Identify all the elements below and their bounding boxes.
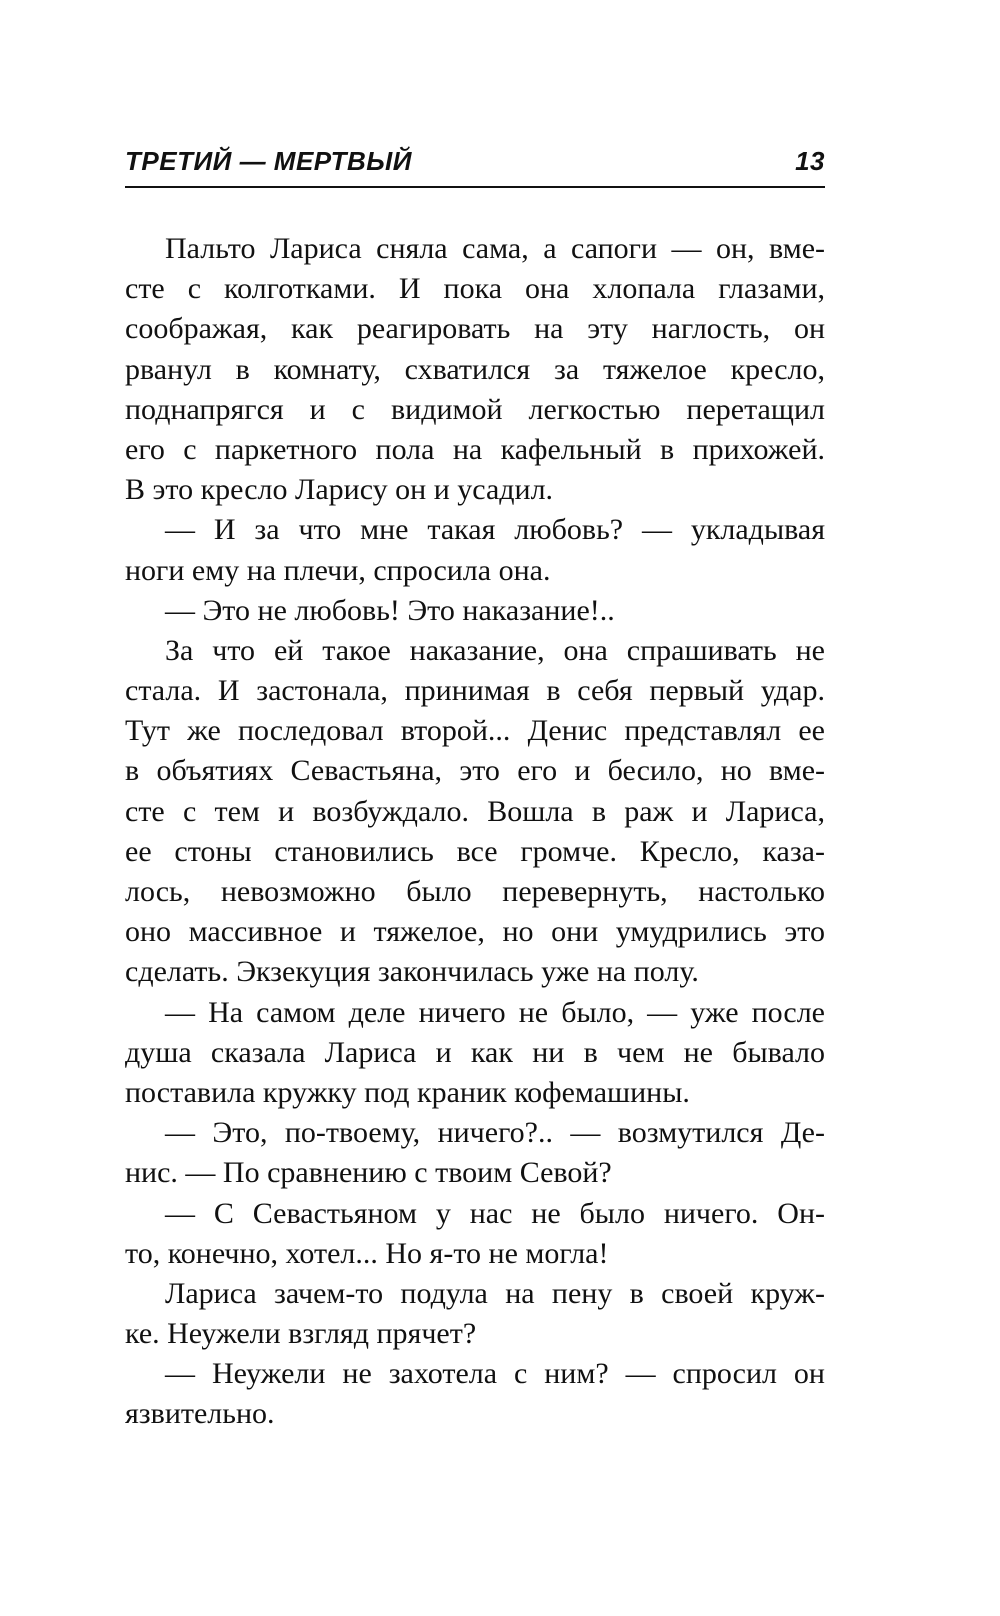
text-line: — Неужели не захотела с ним? — спросил он xyxy=(165,1357,825,1391)
text-line: ее стоны становились все громче. Кресло, каза- xyxy=(125,834,825,868)
text-line: язвительно. xyxy=(125,1397,275,1431)
text-line: ноги ему на плечи, спросила она. xyxy=(125,553,551,587)
text-line: нис. — По сравнению с твоим Севой? xyxy=(125,1156,612,1190)
running-header xyxy=(125,138,825,188)
text-line: ке. Неужели взгляд прячет? xyxy=(125,1317,477,1351)
text-line: стала. И застонала, принимая в себя первый удар. xyxy=(125,674,825,708)
text-line: лось, невозможно было перевернуть, настолько xyxy=(125,875,825,908)
text-line: — Это, по-твоему, ничего?.. — возмутился Де- xyxy=(165,1116,825,1150)
text-line: поднапрягся и с видимой легкостью перетащил xyxy=(125,392,825,426)
text-line: В это кресло Ларису он и усадил. xyxy=(125,473,554,507)
text-line: соображая, как реагировать на эту наглость, он xyxy=(125,312,825,346)
text-line: поставила кружку под краник кофемашины. xyxy=(125,1075,690,1109)
text-line: оно массивное и тяжелое, но они умудрились это xyxy=(125,915,825,949)
text-line: — С Севастьяном у нас не было ничего. Он- xyxy=(165,1196,825,1230)
text-line: рванул в комнату, схватился за тяжелое кресло, xyxy=(125,352,825,386)
body-text xyxy=(125,229,825,1435)
book-page xyxy=(125,0,825,1616)
text-line: сте с тем и возбуждало. Вошла в раж и Лариса, xyxy=(125,794,825,828)
text-line: в объятиях Севастьяна, это его и бесило, но вме- xyxy=(125,754,825,788)
text-line: сте с колготками. И пока она хлопала глазами, xyxy=(125,272,825,306)
text-line: Тут же последовал второй... Денис представлял ее xyxy=(125,714,825,748)
text-line: — На самом деле ничего не было, — уже после xyxy=(165,995,825,1029)
text-line: его с паркетного пола на кафельный в прихожей. xyxy=(125,432,825,466)
text-line: Пальто Лариса сняла сама, а сапоги — он, вме- xyxy=(165,232,825,265)
text-line: то, конечно, хотел... Но я-то не могла! xyxy=(125,1236,609,1270)
text-line: За что ей такое наказание, она спрашивать не xyxy=(165,633,825,667)
text-line: — Это не любовь! Это наказание!.. xyxy=(165,593,615,627)
text-line: сделать. Экзекуция закончилась уже на полу. xyxy=(125,955,699,989)
page-number: 13 xyxy=(795,146,825,176)
text-line: душа сказала Лариса и как ни в чем не бывало xyxy=(125,1035,825,1069)
text-line: — И за что мне такая любовь? — укладывая xyxy=(165,513,825,547)
running-header-title: ТРЕТИЙ — МЕРТВЫЙ xyxy=(125,146,413,176)
text-line: Лариса зачем-то подула на пену в своей круж- xyxy=(165,1276,825,1310)
